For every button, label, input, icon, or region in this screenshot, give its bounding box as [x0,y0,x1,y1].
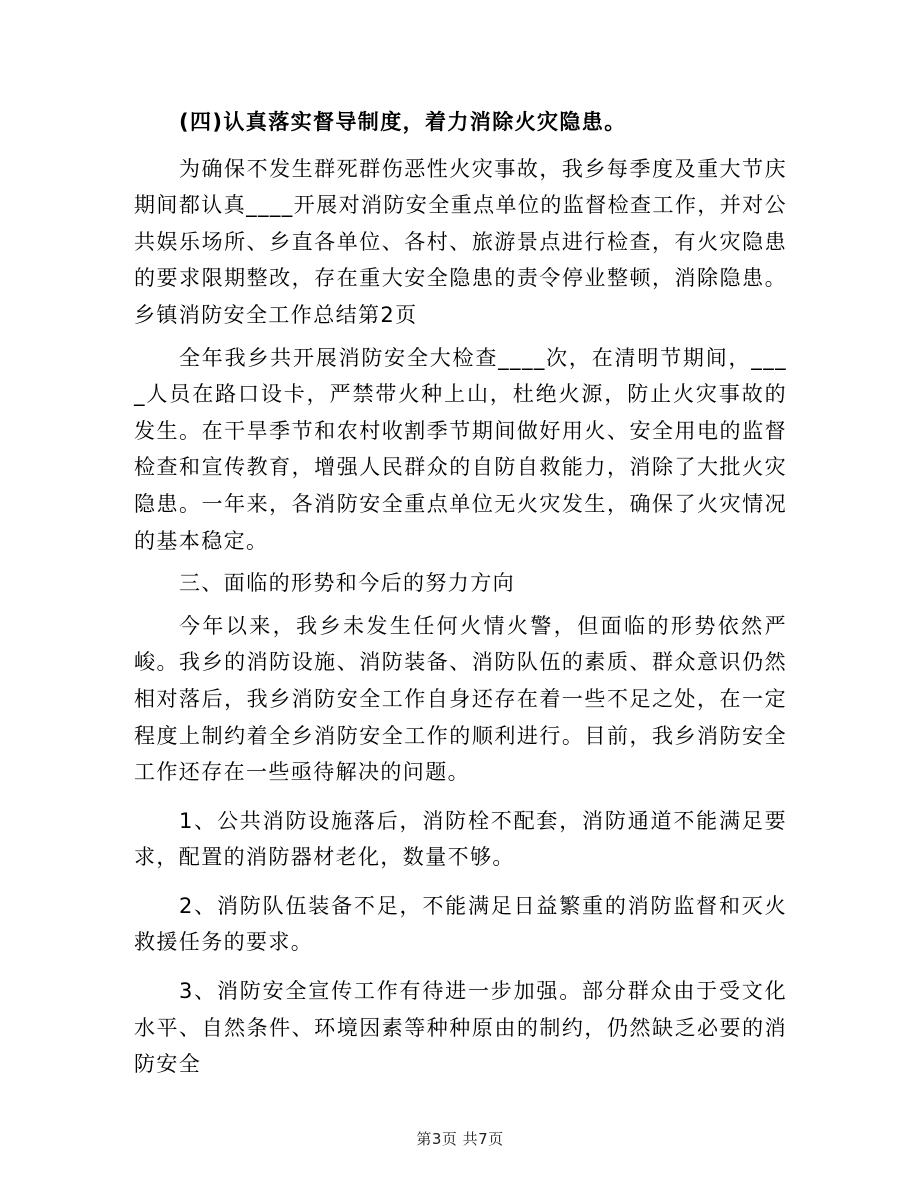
section-heading-three: 三、面临的形势和今后的努力方向 [179,571,515,596]
page-number-footer: 第3页 共7页 [416,1130,504,1148]
paragraph-inspection: 为确保不发生群死群伤恶性火灾事故，我乡每季度及重大节庆期间都认真____开展对消防安全重点单位的监督检查工作，并对公共娱乐场所、乡直各单位、各村、旅游景点进行检查，有火灾隐患的要求限期整改，存在重大安全隐患的责令停业整顿，消除隐患。乡镇消防安全工作总结第2页 [134,156,787,327]
section-heading-4: (四)认真落实督导制度，着力消除火灾隐患。 [179,110,627,134]
list-item-3: 3、消防安全宣传工作有待进一步加强。部分群众由于受文化水平、自然条件、环境因素等种种原由的制约，仍然缺乏必要的消防安全 [134,979,787,1077]
paragraph-annual-checks: 全年我乡共开展消防安全大检查____次，在清明节期间，____人员在路口设卡，严禁带火种上山，杜绝火源，防止火灾事故的发生。在干旱季节和农村收割季节期间做好用火、安全用电的监督检查和宣传教育，增强人民群众的自防自救能力，消除了大批火灾隐患。一年来，各消防安全重点单位无火灾发生，确保了火灾情况的基本稳定。 [134,345,787,553]
list-item-1: 1、公共消防设施落后，消防栓不配套，消防通道不能满足要求，配置的消防器材老化，数量不够。 [134,808,787,870]
paragraph-situation: 今年以来，我乡未发生任何火情火警，但面临的形势依然严峻。我乡的消防设施、消防装备、消防队伍的素质、群众意识仍然相对落后，我乡消防安全工作自身还存在着一些不足之处，在一定程度上制约着全乡消防安全工作的顺利进行。目前，我乡消防安全工作还存在一些亟待解决的问题。 [134,613,787,785]
document-body [134,104,787,1083]
list-item-2: 2、消防队伍装备不足，不能满足日益繁重的消防监督和灭火救援任务的要求。 [134,893,787,955]
